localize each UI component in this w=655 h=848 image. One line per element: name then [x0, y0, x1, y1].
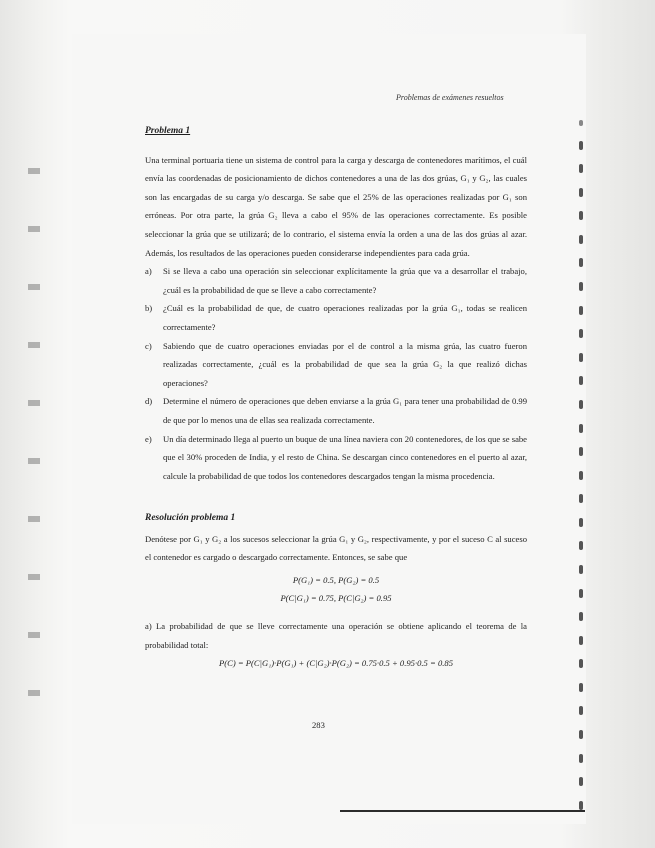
formula-total-probability: P(C) = P(C|G₁)·P(G₁) + (C|G₂)·P(G₂) = 0.75·0.5 + 0.95·0.5 = 0.85	[219, 658, 453, 669]
problem-intro: Una terminal portuaria tiene un sistema de control para la carga y descarga de contenedores marítimos, el cuál envía las coordenadas de posicionamiento de dichos contenedores a una de las dos grúas, G₁ y G₂, las cuales son las encargadas de su carga y/o descarga. Se sabe que el 25% de las operaciones realizadas por G₁ son erróneas. Por otra parte, la grúa G₂ lleva a cabo el 95% de las operaciones correctamente. Es posible seleccionar la grúa que se utilizará; de lo contrario, el sistema envía la orden a una de las dos grúas al azar. Además, los resultados de las operaciones pueden considerarse independientes para cada grúa.	[145, 154, 527, 258]
resolution-title: Resolución problema 1	[145, 513, 236, 524]
page-content	[145, 122, 527, 672]
question-label: a)	[145, 266, 152, 277]
question-text: Si se lleva a cabo una operación sin seleccionar explícitamente la grúa que va a desarrollar el trabajo, ¿cuál es la probabilidad de que se lleve a cabo correctamente?	[163, 266, 527, 295]
question-label: d)	[145, 396, 153, 407]
question-item	[145, 392, 527, 429]
question-item	[145, 430, 527, 486]
part-a-text: a) La probabilidad de que se lleve correctamente una operación se obtiene aplicando el teorema de la probabilidad total:	[145, 621, 527, 650]
question-list	[145, 262, 527, 485]
question-text: ¿Cuál es la probabilidad de que, de cuatro operaciones realizadas por la grúa G₁, todas se realicen correctamente?	[163, 303, 527, 332]
question-text: Sabiendo que de cuatro operaciones enviadas por el de control a la misma grúa, las cuatro fueron realizadas correctamente, ¿cuál es la probabilidad de que sea la grúa G₂ la que realizó dichas operaciones?	[163, 340, 527, 388]
formula-p-g2: P(G₂) = 0.5	[338, 575, 380, 586]
resolution-intro: Denótese por G₁ y G₂ a los sucesos seleccionar la grúa G₁ y G₂, respectivamente, y por el suceso C al suceso el contenedor es cargado o descargado correctamente. Entonces, se sabe que	[145, 533, 527, 563]
formula-p-g1: P(G₁) = 0.5,	[292, 575, 336, 586]
formula-p-c-g2: P(C|G₂) = 0.95	[338, 593, 392, 604]
question-label: e)	[145, 433, 152, 444]
formula-p-c-g1: P(C|G₁) = 0.75,	[280, 593, 336, 604]
running-header: Problemas de exámenes resueltos	[396, 93, 504, 102]
question-item	[145, 337, 527, 393]
question-label: c)	[145, 340, 152, 351]
formula-conditionals	[145, 589, 527, 607]
page-number: 283	[312, 720, 325, 730]
question-text: Un día determinado llega al puerto un buque de una línea naviera con 20 contenedores, de los que se sabe que el 30% proceden de India, y el resto de China. Se descargan cinco contenedores en el puerto al azar, calcule la probabilidad de que todos los contenedores descargados tengan la misma procedencia.	[163, 433, 527, 481]
question-label: b)	[145, 303, 153, 314]
bottom-edge-line	[340, 810, 585, 812]
problem-title: Problema 1	[145, 126, 191, 136]
question-item	[145, 299, 527, 336]
left-edge-marks	[28, 140, 40, 700]
formula-priors	[145, 571, 527, 589]
spiral-binding	[575, 120, 587, 810]
question-item	[145, 262, 527, 299]
question-text: Determine el número de operaciones que deben enviarse a la grúa G₁ para tener una probabilidad de 0.99 de que por lo menos una de ellas sea realizada correctamente.	[163, 396, 527, 425]
